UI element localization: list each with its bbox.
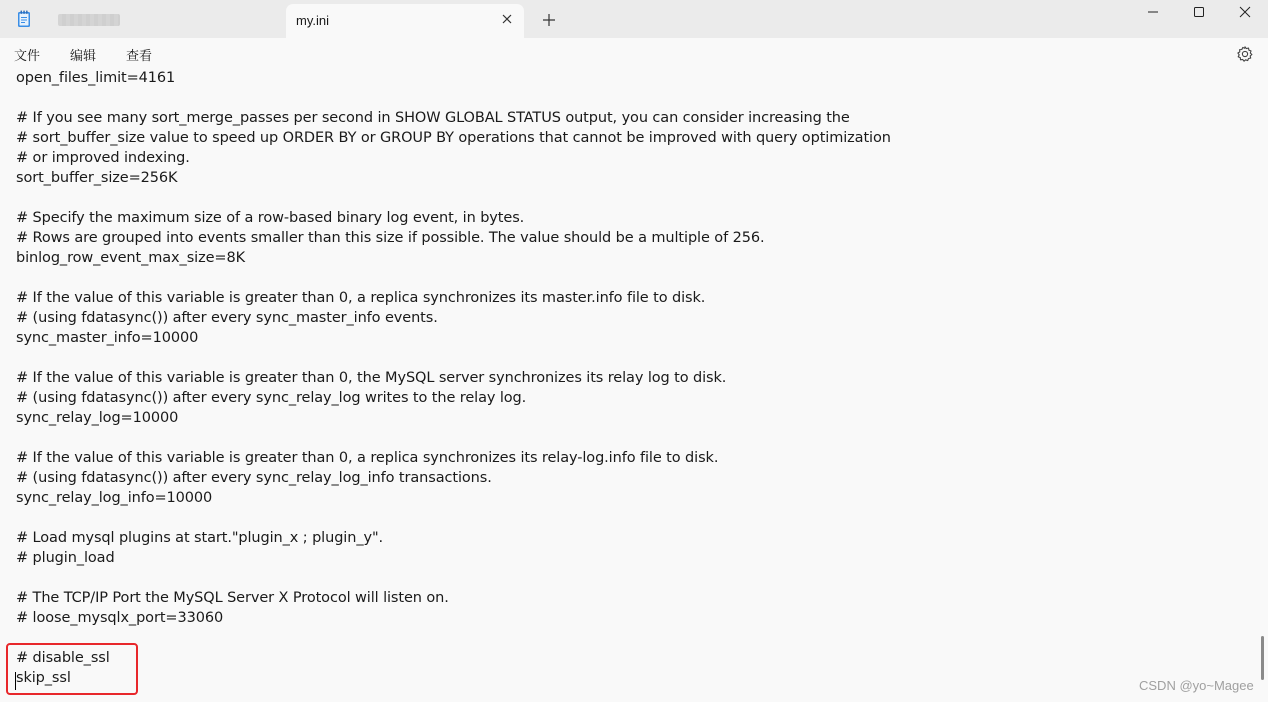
minimize-button[interactable] bbox=[1130, 0, 1176, 24]
tab-label: my.ini bbox=[296, 13, 329, 28]
editor-line: # (using fdatasync()) after every sync_relay_log writes to the relay log. bbox=[16, 390, 527, 406]
menu-view[interactable]: 查看 bbox=[126, 48, 153, 63]
vertical-scrollbar[interactable] bbox=[1261, 636, 1264, 680]
close-icon bbox=[1239, 6, 1251, 18]
editor-line: # If the value of this variable is greater than 0, a replica synchronizes its relay-log.info file to disk. bbox=[16, 450, 719, 466]
editor-line: # Rows are grouped into events smaller than this size if possible. The value should be a multiple of 256. bbox=[16, 230, 765, 246]
text-caret bbox=[15, 672, 16, 690]
editor-line: # disable_ssl bbox=[16, 650, 110, 666]
menu-edit[interactable]: 编辑 bbox=[70, 48, 97, 63]
gear-icon[interactable] bbox=[1236, 45, 1254, 63]
editor-line: # (using fdatasync()) after every sync_master_info events. bbox=[16, 310, 438, 326]
editor-line: # The TCP/IP Port the MySQL Server X Protocol will listen on. bbox=[16, 590, 449, 606]
editor-line: # If you see many sort_merge_passes per second in SHOW GLOBAL STATUS output, you can consider increasing the bbox=[16, 110, 850, 126]
close-tab-icon[interactable] bbox=[500, 12, 514, 26]
editor-line: # or improved indexing. bbox=[16, 150, 190, 166]
editor-line: # Specify the maximum size of a row-based binary log event, in bytes. bbox=[16, 210, 525, 226]
editor-line: sync_master_info=10000 bbox=[16, 330, 199, 346]
editor-line: skip_ssl bbox=[16, 670, 71, 686]
inactive-tab-blurred[interactable] bbox=[58, 14, 120, 26]
notepad-icon bbox=[16, 10, 32, 28]
menu-bar bbox=[0, 38, 1268, 70]
maximize-button[interactable] bbox=[1176, 0, 1222, 24]
close-window-button[interactable] bbox=[1222, 0, 1268, 24]
editor-line: sync_relay_log=10000 bbox=[16, 410, 179, 426]
editor-line: # Load mysql plugins at start."plugin_x ; plugin_y". bbox=[16, 530, 384, 546]
watermark: CSDN @yo~Magee bbox=[1139, 678, 1254, 693]
minimize-icon bbox=[1147, 6, 1159, 18]
editor-line: sync_relay_log_info=10000 bbox=[16, 490, 213, 506]
editor-line: # If the value of this variable is greater than 0, a replica synchronizes its master.info file to disk. bbox=[16, 290, 706, 306]
editor-line: binlog_row_event_max_size=8K bbox=[16, 250, 245, 266]
menu-file[interactable]: 文件 bbox=[14, 48, 41, 63]
maximize-icon bbox=[1193, 6, 1205, 18]
editor-line: # loose_mysqlx_port=33060 bbox=[16, 610, 224, 626]
editor-line: sort_buffer_size=256K bbox=[16, 170, 178, 186]
editor-line: # plugin_load bbox=[16, 550, 115, 566]
editor-line: # sort_buffer_size value to speed up ORDER BY or GROUP BY operations that cannot be improved with query optimization bbox=[16, 130, 891, 146]
title-bar bbox=[0, 0, 1268, 38]
new-tab-plus-icon[interactable] bbox=[541, 12, 557, 28]
red-highlight-annotation bbox=[6, 643, 138, 695]
tab-my-ini[interactable] bbox=[286, 4, 524, 38]
editor-line: open_files_limit=4161 bbox=[16, 70, 176, 86]
editor-line: # If the value of this variable is greater than 0, the MySQL server synchronizes its relay log to disk. bbox=[16, 370, 727, 386]
editor-line: # (using fdatasync()) after every sync_relay_log_info transactions. bbox=[16, 470, 492, 486]
